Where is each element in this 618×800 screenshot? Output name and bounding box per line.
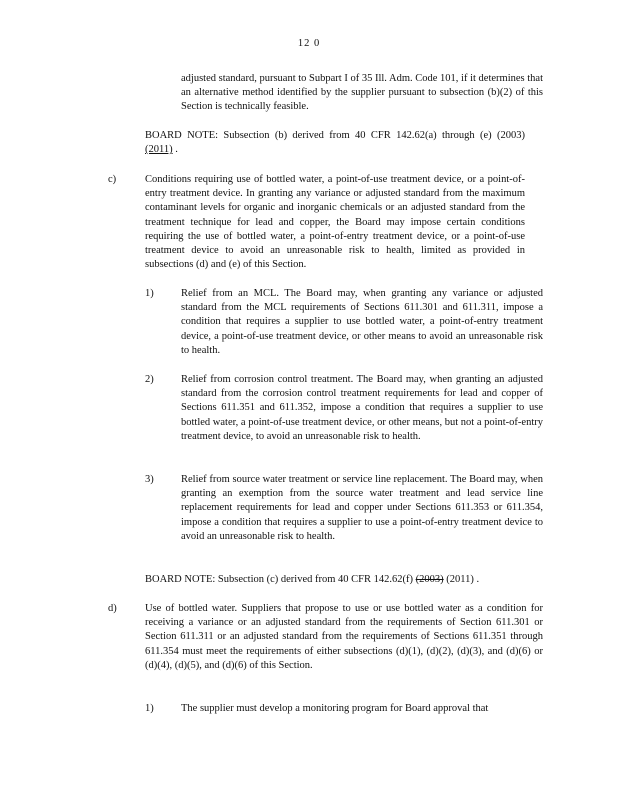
section-c-item-3-label: 3) bbox=[145, 474, 154, 485]
board-note-b-inserted-year: (2011) bbox=[145, 144, 173, 156]
board-note-b bbox=[145, 129, 525, 157]
section-d-label: d) bbox=[108, 603, 117, 614]
board-note-c-inserted-year: (2011) bbox=[446, 574, 474, 585]
board-note-b-text: BOARD NOTE: Subsection (b) derived from 40 CFR 142.62(a) through (e) (2003) bbox=[145, 130, 525, 141]
board-note-c-deleted-year: (2003) bbox=[415, 574, 444, 585]
section-d-text: Use of bottled water. Suppliers that propose to use or use bottled water as a condition for receiving a variance or an adjusted standard from the requirements of Section 611.301 or Section 611.311 or an adjusted standard from the requirements of Sections 611.351 through 611.354 must meet the requirements of either subsections (d)(1), (d)(2), (d)(3), and (d)(6) or (d)(4), (d)(5), and (d)(6) of this Section. bbox=[145, 603, 543, 671]
section-c-item-2-text: Relief from corrosion control treatment. The Board may, when granting an adjusted standard from the corrosion control treatment requirements for lead and copper of Sections 611.351 and 611.352, impose a condition that requires a supplier to use bottled water, a point-of-use treatment device, or other means, but not a point-of-entry treatment device, to avoid an unreasonable risk to health. bbox=[181, 374, 543, 442]
section-c-item-1-text: Relief from an MCL. The Board may, when granting any variance or adjusted standard from the MCL requirements of Sections 611.301 and 611.311, impose a condition that requires a supplier to use bottled water, a point-of-entry treatment device, a point-of-use treatment device, or other means to avoid an unreasonable risk to health. bbox=[181, 288, 543, 356]
section-c-text: Conditions requiring use of bottled water, a point-of-use treatment device, or a point-of-entry treatment device. In granting any variance or adjusted standard from the maximum contaminant levels for organic and inorganic chemicals or an adjusted standard from the treatment technique for lead and copper, the Board may impose certain conditions requiring the use of bottled water, a point-of-entry treatment device, or a point-of-use treatment device to avoid an unreasonable risk to health, limited as provided in subsections (d) and (e) of this Section. bbox=[145, 174, 525, 271]
section-d-item-1-text: The supplier must develop a monitoring program for Board approval that bbox=[181, 703, 489, 714]
section-c-label: c) bbox=[108, 174, 117, 185]
board-note-c bbox=[145, 573, 540, 587]
section-c-item-3-text: Relief from source water treatment or service line replacement. The Board may, when granting an exemption from the source water treatment and lead service line replacement requirements for lead and copper under Sections 611.353 or 611.354, impose a condition that requires a supplier to use a point-of-entry treatment device to avoid an unreasonable risk to health. bbox=[181, 474, 543, 542]
section-d-item-1-label: 1) bbox=[145, 703, 154, 714]
page-number: 12 0 bbox=[297, 38, 321, 49]
paragraph-b-continuation: adjusted standard, pursuant to Subpart I of 35 Ill. Adm. Code 101, if it determines that an alternative method identified by the supplier pursuant to subsection (b)(2) of this Section is technically feasible. bbox=[181, 73, 543, 113]
section-c-item-1-label: 1) bbox=[145, 288, 154, 299]
board-note-c-period: . bbox=[476, 574, 480, 585]
board-note-c-text: BOARD NOTE: Subsection (c) derived from 40 CFR 142.62(f) bbox=[145, 574, 414, 585]
section-c-item-2-label: 2) bbox=[145, 374, 154, 385]
board-note-b-period: . bbox=[175, 144, 178, 156]
